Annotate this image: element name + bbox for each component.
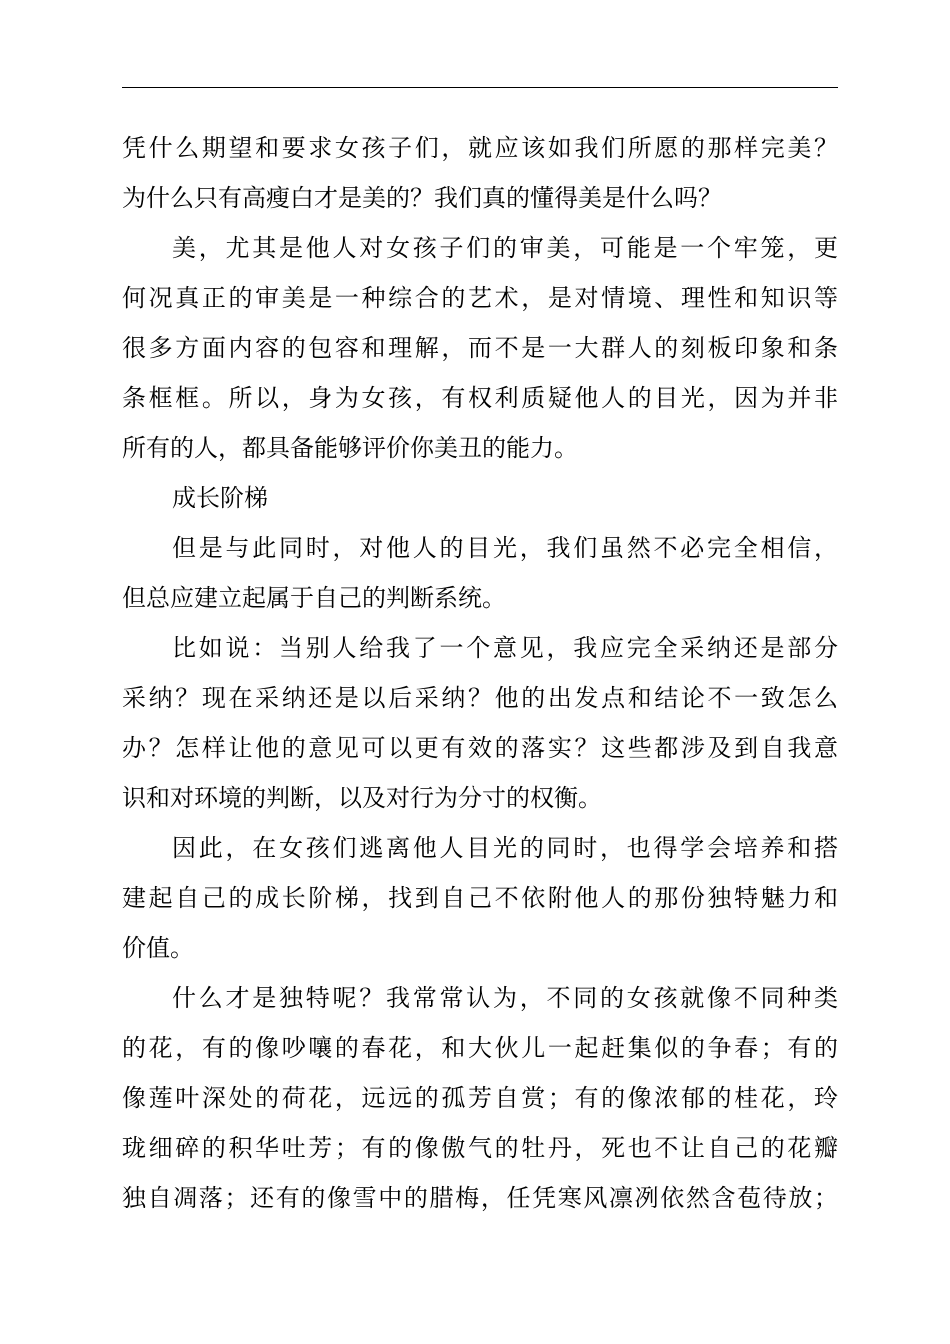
text-line: 何况真正的审美是一种综合的艺术，是对情境、理性和知识等 <box>122 284 838 312</box>
text-line: 的花，有的像吵嚷的春花，和大伙儿一起赶集似的争春；有的 <box>122 1034 838 1062</box>
text-line: 识和对环境的判断，以及对行为分寸的权衡。 <box>122 784 602 812</box>
text-line: 采纳？现在采纳还是以后采纳？他的出发点和结论不一致怎么 <box>122 684 838 712</box>
text-line: 珑细碎的积华吐芳；有的像傲气的牡丹，死也不让自己的花瓣 <box>122 1134 838 1162</box>
text-line: 因此，在女孩们逃离他人目光的同时，也得学会培养和搭 <box>172 834 838 862</box>
text-line: 比如说：当别人给我了一个意见，我应完全采纳还是部分 <box>172 634 838 662</box>
text-line: 什么才是独特呢？我常常认为，不同的女孩就像不同种类 <box>172 984 838 1012</box>
text-line: 条框框。所以，身为女孩，有权利质疑他人的目光，因为并非 <box>122 384 838 412</box>
text-line: 价值。 <box>122 934 194 962</box>
text-line: 美，尤其是他人对女孩子们的审美，可能是一个牢笼，更 <box>172 234 838 262</box>
text-line: 独自凋落；还有的像雪中的腊梅，任凭寒风凛冽依然含苞待放； <box>122 1184 838 1212</box>
text-line: 办？怎样让他的意见可以更有效的落实？这些都涉及到自我意 <box>122 734 838 762</box>
text-line: 为什么只有高瘦白才是美的？我们真的懂得美是什么吗？ <box>122 184 722 212</box>
header-rule <box>122 87 838 88</box>
body-text <box>122 123 838 1223</box>
text-line: 所有的人，都具备能够评价你美丑的能力。 <box>122 434 578 462</box>
text-line: 凭什么期望和要求女孩子们，就应该如我们所愿的那样完美？ <box>122 134 838 162</box>
text-line: 但是与此同时，对他人的目光，我们虽然不必完全相信， <box>172 534 838 562</box>
text-line: 很多方面内容的包容和理解，而不是一大群人的刻板印象和条 <box>122 334 838 362</box>
text-line: 像莲叶深处的荷花，远远的孤芳自赏；有的像浓郁的桂花，玲 <box>122 1084 838 1112</box>
section-heading: 成长阶梯 <box>172 484 268 512</box>
text-line: 但总应建立起属于自己的判断系统。 <box>122 584 506 612</box>
text-line: 建起自己的成长阶梯，找到自己不依附他人的那份独特魅力和 <box>122 884 838 912</box>
